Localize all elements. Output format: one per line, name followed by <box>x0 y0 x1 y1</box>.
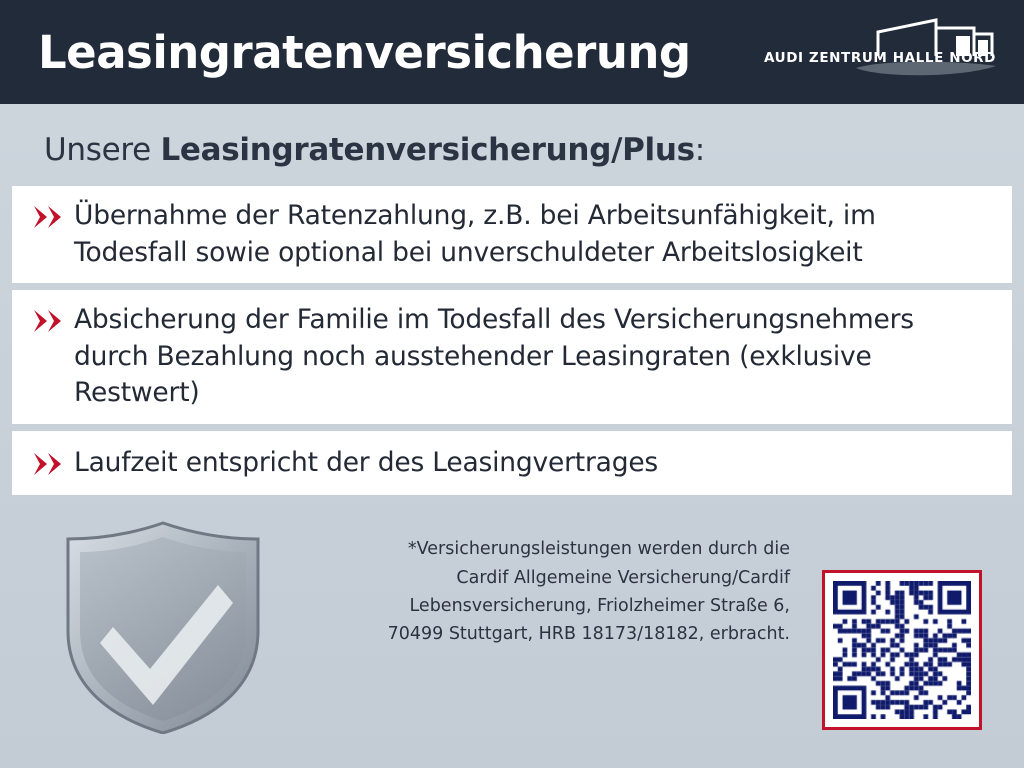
double-chevron-right-icon <box>34 198 74 232</box>
double-chevron-right-icon <box>34 445 74 479</box>
page-header <box>0 0 1024 104</box>
subheading-bold: Leasingratenversicherung/Plus <box>160 132 695 168</box>
list-item <box>12 186 1012 283</box>
subheading-colon: : <box>694 132 705 168</box>
list-item-text: Laufzeit entspricht der des Leasingvertrages <box>74 446 659 478</box>
page-title: Leasingratenversicherung <box>38 25 691 79</box>
shield-check-icon <box>58 519 268 734</box>
double-chevron-right-icon <box>34 302 74 336</box>
list-item <box>12 290 1012 424</box>
section-subheading <box>0 104 1024 186</box>
list-item <box>12 431 1012 496</box>
subheading-light: Unsere <box>44 132 161 168</box>
audi-zentrum-halle-nord-logo <box>760 16 1000 88</box>
list-item-text: Übernahme der Ratenzahlung, z.B. bei Arbeitsunfähigkeit, im Todesfall sowie optional bei unverschuldeter Arbeitslosigkeit <box>74 200 876 268</box>
benefits-list <box>0 186 1024 495</box>
qr-code[interactable] <box>822 570 982 730</box>
logo-wordmark: AUDI ZENTRUM HALLE NORD <box>764 50 996 66</box>
disclaimer-text: *Versicherungsleistungen werden durch die Cardif Allgemeine Versicherung/Cardif Lebensversicherung, Friolzheimer Straße 6, 70499 Stuttgart, HRB 18173/18182, erbracht. <box>387 539 790 645</box>
list-item-text: Absicherung der Familie im Todesfall des Versicherungsnehmers durch Bezahlung noch ausstehender Leasingraten (exklusive Restwert) <box>74 304 914 409</box>
